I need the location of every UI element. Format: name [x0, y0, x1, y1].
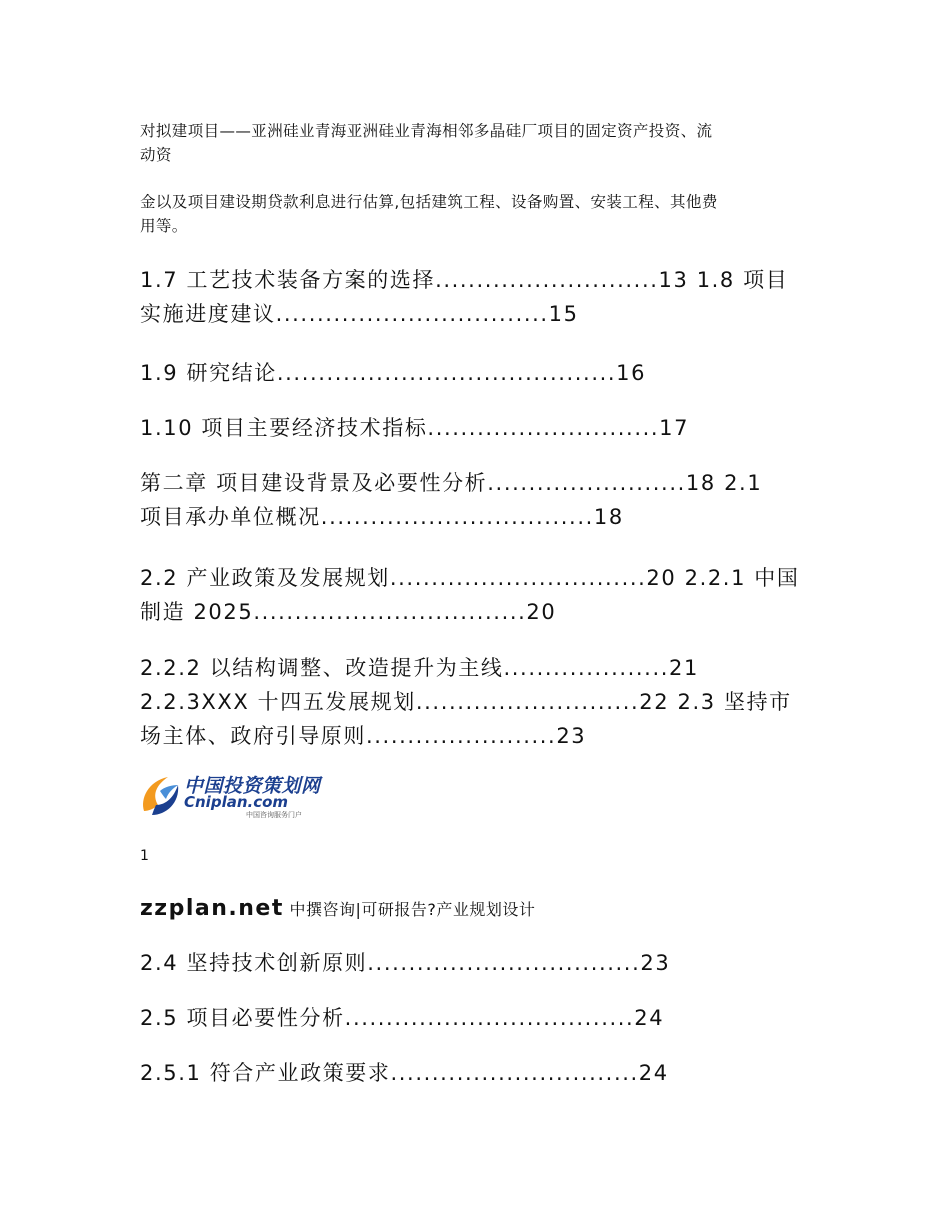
logo-english-text: Cniplan.com [184, 793, 289, 811]
page-number: 1 [140, 848, 149, 864]
toc-entry [140, 1001, 830, 1035]
toc-entry [140, 466, 830, 534]
toc-line: 2.5 项目必要性分析...................................24 [140, 1006, 665, 1030]
toc-line: 项目承办单位概况.................................18 [140, 505, 624, 529]
intro-line: 金以及项目建设期贷款利息进行估算,包括建筑工程、设备购置、安装工程、其他费 [140, 193, 718, 211]
toc-line: 制造 2025.................................20 [140, 600, 557, 624]
brand-name: zzplan.net [140, 896, 284, 921]
cniplan-logo [138, 767, 321, 823]
toc-line: 2.2 产业政策及发展规划...............................20 2.2.1 中国 [140, 566, 800, 590]
toc-line: 2.2.3XXX 十四五发展规划...........................22 2.3 坚持市 [140, 690, 792, 714]
toc-entry [140, 356, 830, 390]
toc-entry [140, 263, 830, 331]
logo-subtitle: 中国咨询服务门户 [246, 811, 302, 819]
brand-tagline: 中撰咨询|可研报告?产业规划设计 [283, 900, 536, 919]
intro-line: 用等。 [140, 217, 188, 235]
intro-paragraph-2 [140, 190, 820, 238]
toc-line: 第二章 项目建设背景及必要性分析........................18 2.1 [140, 471, 763, 495]
toc-entry [140, 411, 830, 445]
toc-line: 场主体、政府引导原则.......................23 [140, 724, 587, 748]
logo-chinese-text: 中国投资策划网 [184, 775, 321, 797]
page-header [140, 896, 535, 921]
toc-line: 2.4 坚持技术创新原则.................................23 [140, 951, 671, 975]
toc-line: 1.9 研究结论.........................................16 [140, 361, 647, 385]
intro-paragraph-1 [140, 119, 820, 167]
toc-line: 实施进度建议.................................15 [140, 302, 579, 326]
toc-line: 1.7 工艺技术装备方案的选择...........................13 1.8 项目 [140, 268, 789, 292]
intro-line: 对拟建项目——亚洲硅业青海亚洲硅业青海相邻多晶硅厂项目的固定资产投资、流 [140, 122, 713, 140]
toc-line: 1.10 项目主要经济技术指标............................17 [140, 416, 690, 440]
toc-entry [140, 1056, 830, 1090]
toc-line: 2.2.2 以结构调整、改造提升为主线....................21 [140, 656, 699, 680]
intro-line: 动资 [140, 146, 172, 164]
toc-entry [140, 651, 830, 753]
toc-line: 2.5.1 符合产业政策要求..............................24 [140, 1061, 669, 1085]
swirl-logo-icon [138, 771, 184, 819]
toc-entry [140, 561, 830, 629]
toc-entry [140, 946, 830, 980]
